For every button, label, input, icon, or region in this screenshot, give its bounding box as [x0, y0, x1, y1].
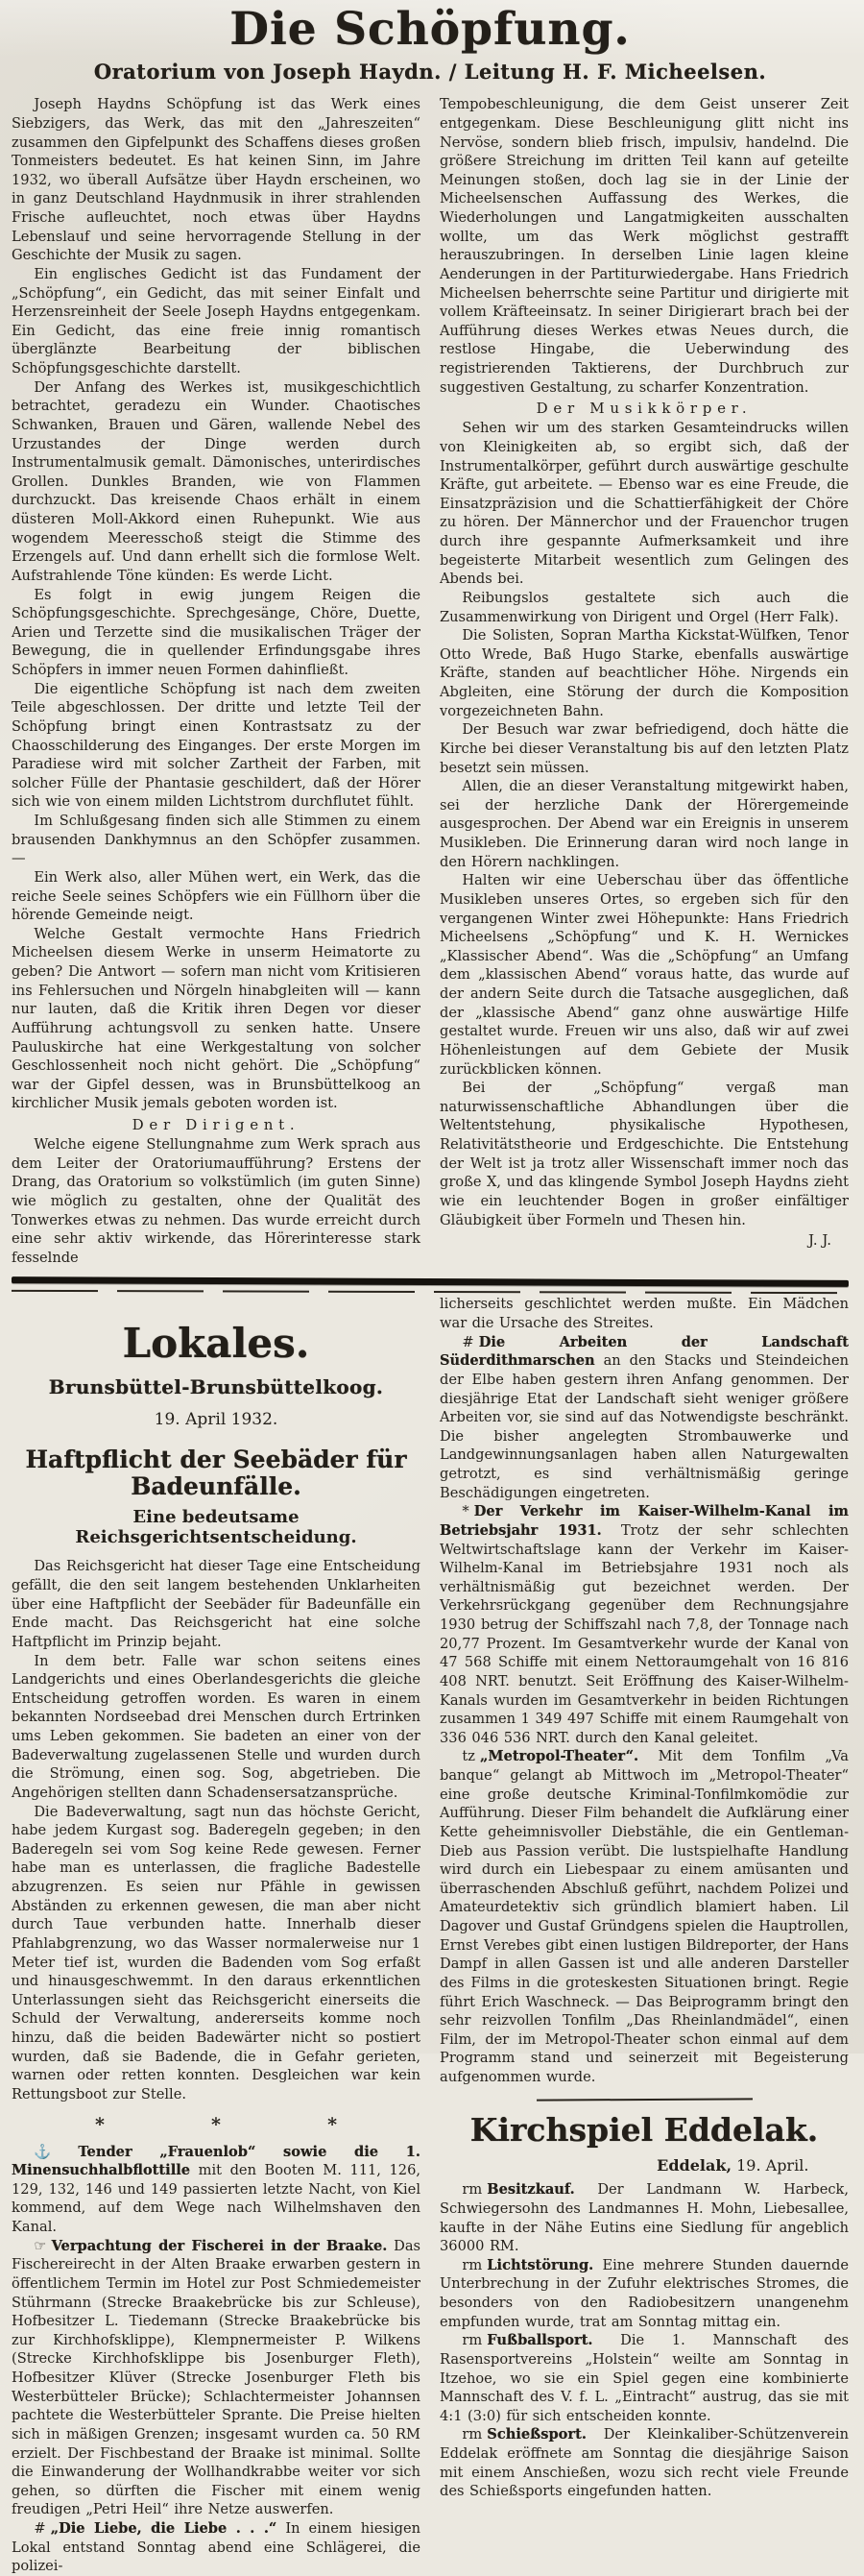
news-item: ☞ Verpachtung der Fischerei in der Braake. Das Fischereirecht in der Alten Braake erwarben gestern in öffentlichem Termin im Hotel zur Post Schmiedemeister Stührmann (Strecke Braakebrücke bis zur Schleuse), Hofbesitzer L. Tiedemann (Strecke Braakebrücke bis zur Kirchhofsklippe), Klempnermeister P. Wilkens (Strecke Kirchhofsklippe bis Josenburger Fleth), Hofbesitzer Klüver (Strecke Josenburger Fleth bis Westerbütteler Brücke); Schlachtermeister Johannsen pachtete die Westerbütteler Sprante. Die Preise hielten sich in mäßigen Grenzen; insgesamt wurden ca. 50 RM erzielt. Der Fischbestand der Braake ist minimal. Sollte die Einwanderung der Wollhandkrabbe weiter vor sich gehen, so dürften die Fischer mit einem wenig freudigen „Petri Heil“ ihre Netze auswerfen. — [12, 2237, 421, 2518]
section-divider-bar — [12, 1277, 849, 1288]
item-mark-glyph: rm — [462, 2181, 483, 2199]
paragraph: Sehen wir um des starken Gesamteindrucks willen von Kleinigkeiten ab, so ergibt sich, daß der Instrumentalkörper, geführt durch auswärtige geschulte Kräfte, gut arbeitete. — Ebenso war es eine Freude, die Einsatzpräzision und die Schattierfähigkeit der Chöre zu hören. Der Männerchor und der Frauenchor trugen durch ihre gespannte Aufmerksamkeit und ihre begeisterte Mitarbeit wesentlich zum Gelingen des Abends bei. — [440, 420, 849, 588]
dateline: 19. April 1932. — [154, 1410, 278, 1430]
item-mark-glyph: # — [462, 1333, 474, 1350]
item-mark-glyph: * — [462, 1503, 469, 1520]
lokales-left-column — [12, 1295, 420, 2576]
paragraph: In dem betr. Falle war schon seitens eines Landgerichts und eines Oberlandesgerichts die gleiche Entscheidung getroffen worden. Es waren in einem bekannten Nordseebad drei Menschen durch Ertrinken ums Leben gekommen. Sie badeten an einer von der Badeverwaltung zugelassenen Stelle und wurden durch die Strömung, einen sog. Sog, abgetrieben. Die Angehörigen stellten dann Schadensersatzansprüche. — [12, 1652, 420, 1801]
lokales-left-body — [12, 1557, 420, 2576]
lokales-header — [12, 1320, 420, 1548]
item-mark-glyph: tz — [462, 1748, 475, 1765]
article-byline: Oratorium von Joseph Haydn. / Leitung H. F. Micheelsen. — [93, 60, 767, 85]
news-item: rm Lichtstörung. Eine mehrere Stunden dauernde Unterbrechung in der Zufuhr elektrisches Stromes, die besonders von den Radiobesitzern unangenehm empfunden wurde, trat am Sonntag mittag ein. — [440, 2256, 849, 2330]
paragraph: Die eigentliche Schöpfung ist nach dem zweiten Teile abgeschlossen. Der dritte und letzte Teil der Schöpfung bringt einen Kontrastsatz zu der Chaosschilderung des Einganges. Der erste Morgen im Paradiese wird mit solcher Zartheit der Farben, mit solcher Fülle der Phantasie geschildert, daß der Hörer sich wie von einem milden Lichtstrom durchflutet fühlt. — [12, 680, 420, 811]
item-mark-glyph: ⚓ — [34, 2143, 74, 2160]
dateline: Eddelak, 19. April. — [657, 2156, 809, 2175]
section-title: Lokales. — [122, 1320, 310, 1368]
lokales-section — [12, 1295, 849, 2576]
article-title: Haftpflicht der Seebäder für Badeunfälle. — [25, 1446, 407, 1500]
creation-left-column — [12, 95, 420, 1267]
paragraph: Im Schlußgesang finden sich alle Stimmen zu einem brausenden Dankhymnus an den Schöpfer zusammen. — — [12, 813, 420, 867]
lokales-right-column — [440, 1295, 849, 2501]
page-title: Die Schöpfung. — [229, 3, 631, 56]
paragraph: Der Besuch war zwar befriedigend, doch hätte die Kirche bei dieser Veranstaltung bis auf den letzten Platz besetzt sein müssen. — [440, 721, 849, 776]
signature: J. J. — [807, 1231, 831, 1250]
place-heading: Brunsbüttel-Brunsbüttelkoog. — [48, 1375, 384, 1399]
paragraph: Die Solisten, Sopran Martha Kickstat-Wülfken, Tenor Otto Wrede, Baß Hugo Starke, ebenfalls auswärtige Kräfte, standen auf beachtlicher Höhe. Nirgends ein Abgleiten, eine Störung der durch die Komposition vorgezeichneten Bahn. — [440, 627, 849, 719]
paragraph: Ein englisches Gedicht ist das Fundament der „Schöpfung“, ein Gedicht, das mit seiner Einfalt und Herzensreinheit der Seele Joseph Haydns entgegenkam. Ein Gedicht, das eine freie innig romantisch überglänzte Bearbeitung der biblischen Schöpfungsgeschichte darstellt. — [12, 265, 420, 377]
creation-right-column — [440, 95, 849, 1249]
paragraph: Joseph Haydns Schöpfung ist das Werk eines Siebzigers, das Werk, das mit den „Jahreszeiten“ zusammen den Gipfelpunkt des Schaffens dieses großen Tonmeisters bedeutet. Es hat keinen Sinn, im Jahre 1932, wo überall Aufsätze über Haydn erscheinen, wo in ganz Deutschland Haydnmusik in ihrer strahlenden Frische aufleuchtet, noch etwas über Haydns Lebenslauf und seine hervorragende Stellung in der Geschichte der Musik zu sagen. — [12, 96, 420, 264]
item-mark-glyph: # — [34, 2520, 46, 2538]
article-subhead: Der Musikkörper. — [536, 400, 753, 418]
paragraph: Die Badeverwaltung, sagt nun das höchste Gericht, habe jedem Kurgast sog. Baderegeln gegeben; in den Baderegeln sei vom Sog keine Rede gewesen. Ferner habe man es unterlassen, die fragliche Badestelle abzugrenzen. Es seien nur Pfähle in gewissen Abständen zu erkennen gewesen, die man aber nicht durch Taue verbunden hatte. Innerhalb dieser Pfahlabgrenzung, wo das Wasser normalerweise nur 1 Meter tief ist, wurden die Badenden vom Sog erfaßt und hinausgeschwemmt. In den daraus erkenntlichen Unterlassungen sieht das Reichsgericht einerseits die Schuld der Verwaltung, andererseits komme noch hinzu, daß die beiden Badewärter nicht so postiert wurden, daß sie Badende, die in Gefahr gerieten, warnen oder retten konnten. Desgleichen war kein Rettungsboot zur Stelle. — [12, 1803, 420, 2102]
continuation-paragraph: Tempobeschleunigung, die dem Geist unserer Zeit entgegenkam. Diese Beschleunigung glitt nicht ins Nervöse, sondern blieb frisch, impulsiv, handelnd. Die größere Streichung im dritten Teil kann auf geteilte Meinungen stoßen, doch lag sie in der Linie der Micheelsenschen Auffassung des Werkes, die Wiederholungen und Langatmigkeiten ausschalten wollte, um das Werk möglichst gestrafft herauszubringen. In derselben Linie lagen kleine Aenderungen in der Partiturwiedergabe. Hans Friedrich Micheelsen beherrschte seine Partitur und dirigierte mit vollem Kräfteeinsatz. In seiner Dirigierart brach bei der Aufführung dieses Werkes etwas Neues durch, die restlose Hingabe, die Ueberwindung des registrierenden Taktierens, der Durchbruch zur suggestiven Gestaltung, zu scharfer Konzentration. — [440, 96, 849, 396]
paragraph: Halten wir eine Ueberschau über das öffentliche Musikleben unseres Ortes, so ergeben sich für den vergangenen Winter zwei Höhepunkte: Hans Friedrich Micheelsens „Schöpfung“ und K. H. Wernickes „Klassischer Abend“. Was die „Schöpfung“ an Umfang dem „klassischen Abend“ voraus hatte, das wurde auf der andern Seite durch die Tatsache ausgeglichen, daß der „klassische Abend“ ganz ohne auswärtige Hilfe gestaltet wurde. Freuen wir uns also, daß wir auf zwei Höhenleistungen auf dem Gebiete der Musik zurückblicken können. — [440, 872, 849, 1078]
paragraph: Reibungslos gestaltete sich auch die Zusammenwirkung von Dirigent und Orgel (Herr Falk). — [440, 589, 849, 625]
paragraph: Der Anfang des Werkes ist, musikgeschichtlich betrachtet, geradezu ein Wunder. Chaotisches Schwanken, Brauen und Gären, wallende Nebel des Urzustandes der Dinge werden durch Instrumentalmusik gemalt. Dämonisches, unterirdisches Grollen. Dunkles Branden, wie von Flammen durchzuckt. Das kreisende Chaos erhält in einem düsteren Moll-Akkord einen Ruhepunkt. Wie aus wogendem Meeresschoß steigt die Stimme des Erzengels auf. Und dann erhellt sich die formlose Welt. Aufstrahlende Töne künden: Es werde Licht. — [12, 378, 420, 584]
paragraph: Welche eigene Stellungnahme zum Werk sprach aus dem Leiter der Oratoriumaufführung? Erstens der Drang, das Oratorium so volkstümlich (im guten Sinne) wie möglich zu gestalten, ohne der Qualität des Tonwerkes etwas zu nehmen. Das wurde erreicht durch eine sehr aktiv wirkende, das Hörerinteresse stark fesselnde — [12, 1136, 420, 1266]
news-item: # Die Arbeiten der Landschaft Süderdithmarschen an den Stacks und Steindeichen der Elbe haben gestern ihren Anfang genommen. Der diesjährige Etat der Landschaft sieht weniger größere Arbeiten vor, sie sind auf das Notwendigste beschränkt. Die bisher angelegten Strombauwerke und Landgewinnungsanlagen haben allen Naturgewalten getrotzt, es sind verhältnismäßig geringe Beschädigungen eingetreten. — [440, 1333, 849, 1501]
paragraph: Allen, die an dieser Veranstaltung mitgewirkt haben, sei der herzliche Dank der Hörergemeinde ausgesprochen. Der Abend war ein Ereignis in unserem Musikleben. Die Erinnerung daran wird noch lange in den Hörern nachklingen. — [440, 778, 849, 870]
paragraph: Es folgt in ewig jungem Reigen die Schöpfungsgeschichte. Sprechgesänge, Chöre, Duette, Arien und Terzette sind die musikalischen Träger der Bewegung, die in quellender Erfindungsgabe ihres Schöpfers in immer neuen Formen dahinfließt. — [12, 586, 420, 679]
section-divider-thin-line — [12, 1290, 849, 1294]
article-subhead: Der Dirigent. — [132, 1116, 300, 1134]
continuation-paragraph: licherseits geschlichtet werden mußte. Ein Mädchen war die Ursache des Streites. — [440, 1296, 849, 1332]
article-subtitle: Eine bedeutsame Reichsgerichtsentscheidung. — [75, 1507, 357, 1548]
news-item: rm Schießsport. Der Kleinkaliber-Schützenverein Eddelak eröffnete am Sonntag die diesjährige Saison mit einem Anschießen, wozu sich recht viele Freunde des Schießsports eingefunden hatten. — [440, 2426, 849, 2500]
creation-article — [12, 95, 849, 1267]
paragraph: Welche Gestalt vermochte Hans Friedrich Micheelsen diesem Werke in unserm Heimatorte zu geben? Die Antwort — sofern man nicht vom Kritisieren ins Fehlersuchen und Nörgeln hinabgleiten will — kann nur lauten, daß die Kritik ihren Degen vor dieser Aufführung achtungsvoll zu senken hatte. Unsere Pauluskirche hat eine Werkgestaltung von solcher Geschlossenheit noch nicht gehört. Die „Schöpfung“ war der Gipfel dessen, was in Brunsbüttelkoog an kirchlicher Musik jemals geboten worden ist. — [12, 925, 420, 1112]
stars-separator: * * * — [94, 2113, 338, 2135]
paragraph: Das Reichsgericht hat dieser Tage eine Entscheidung gefällt, die den seit langem bestehenden Unklarheiten über eine Haftpflicht der Seebäder für Badeunfälle ein Ende macht. Das Reichsgericht hat eine solche Haftpflicht im Prinzip bejaht. — [12, 1558, 420, 1650]
paragraph: Bei der „Schöpfung“ vergaß man naturwissenschaftliche Abhandlungen über die Weltentstehung, physikalische Hypothesen, Relativitätstheorie und Erdgeschichte. Die Entstehung der Welt ist ja trotz aller Wissenschaft immer noch das große X, und das klingende Symbol Joseph Haydns zieht wie ein leuchtender Bogen in großer einfältiger Gläubigkeit über Formeln und Thesen hin. — [440, 1080, 849, 1228]
news-item: * Der Verkehr im Kaiser-Wilhelm-Kanal im Betriebsjahr 1931. Trotz der sehr schlechten Weltwirtschaftslage kann der Verkehr im Kaiser-Wilhelm-Kanal im Betriebsjahre 1931 noch als verhältnismäßig gut bezeichnet werden. Der Verkehrsrückgang gegenüber dem Rechnungsjahre 1930 betrug der Schiffszahl nach 7,8, der Tonnage nach 20,77 Prozent. Im Gesamtverkehr wurde der Kanal von 47 568 Schiffe mit einem Nettoraumgehalt von 16 816 408 NRT. benutzt. Seit Eröffnung des Kaiser-Wilhelm-Kanals wurden im Gesamtverkehr in beiden Richtungen zusammen 1 349 497 Schiffe mit einem Raumgehalt von 336 046 536 NRT. durch den Kanal geleitet. — [440, 1503, 849, 1746]
paragraph: Ein Werk also, aller Mühen wert, ein Werk, das die reiche Seele seines Schöpfers wie ein Füllhorn über die hörende Gemeinde neigt. — [12, 868, 420, 924]
section-divider — [12, 1278, 849, 1293]
news-item: # „Die Liebe, die Liebe . . .“ In einem hiesigen Lokal entstand Sonntag abend eine Schlägerei, die polizei- — [12, 2520, 420, 2575]
item-mark-glyph: rm — [462, 2426, 483, 2443]
news-item: ⚓ Tender „Frauenlob“ sowie die 1. Minensuchhalbflottille mit den Booten M. 111, 126, 129, 132, 146 und 149 passierten letzte Nacht, von Kiel kommend, auf dem Wege nach Wilhelmshaven den Kanal. — [12, 2143, 420, 2236]
news-item: rm Fußballsport. Die 1. Mannschaft des Rasensportvereins „Holstein“ weilte am Sonntag in Itzehoe, wo sie ein Spiel gegen eine kombinierte Mannschaft des V. f. L. „Eintracht“ austrug, das sie mit 4:1 (3:0) für sich entscheiden konnte. — [440, 2332, 849, 2424]
masthead — [12, 3, 849, 85]
news-item: tz „Metropol-Theater“. Mit dem Tonfilm „Va banque“ gelangt ab Mittwoch im „Metropol-Theater“ eine große deutsche Kriminal-Tonfilmkomödie zur Aufführung. Dieser Film behandelt die Aufklärung einer Kette geheimnisvoller Diebstähle, die ein Gentleman-Dieb aus Passion verübt. Die lustspielhafte Handlung wird durch ein Liebespaar zu einem amüsanten und überraschenden Abschluß geführt, nachdem Polizei und Amateurdetektiv sich gründlich blamiert haben. Lil Dagover und Gustaf Gründgens spielen die Hauptrollen, Ernst Verebes gibt einen lustigen Bildreporter, der Hans Dampf in allen Gassen ist und alle anderen Darsteller des Films in die groteskesten Situationen bringt. Regie führt Erich Waschneck. — Das Beiprogramm bringt den sehr reizvollen Tonfilm „Das Rheinlandmädel“, einen Film, der im Metropol-Theater schon einmal auf dem Programm stand und seinerzeit mit Begeisterung aufgenommen wurde. — [440, 1748, 849, 2086]
item-mark-glyph: ☞ — [34, 2237, 47, 2254]
item-mark-glyph: rm — [462, 2256, 483, 2273]
short-divider — [536, 2098, 752, 2101]
item-mark-glyph: rm — [462, 2332, 483, 2349]
section-title: Kirchspiel Eddelak. — [469, 2110, 819, 2149]
news-item: rm Besitzkauf. Der Landmann W. Harbeck, Schwiegersohn des Landmannes H. Mohn, Liebesallee, kaufte in der Nähe Eutins eine Siedlung für angeblich 36000 RM. — [440, 2181, 849, 2255]
